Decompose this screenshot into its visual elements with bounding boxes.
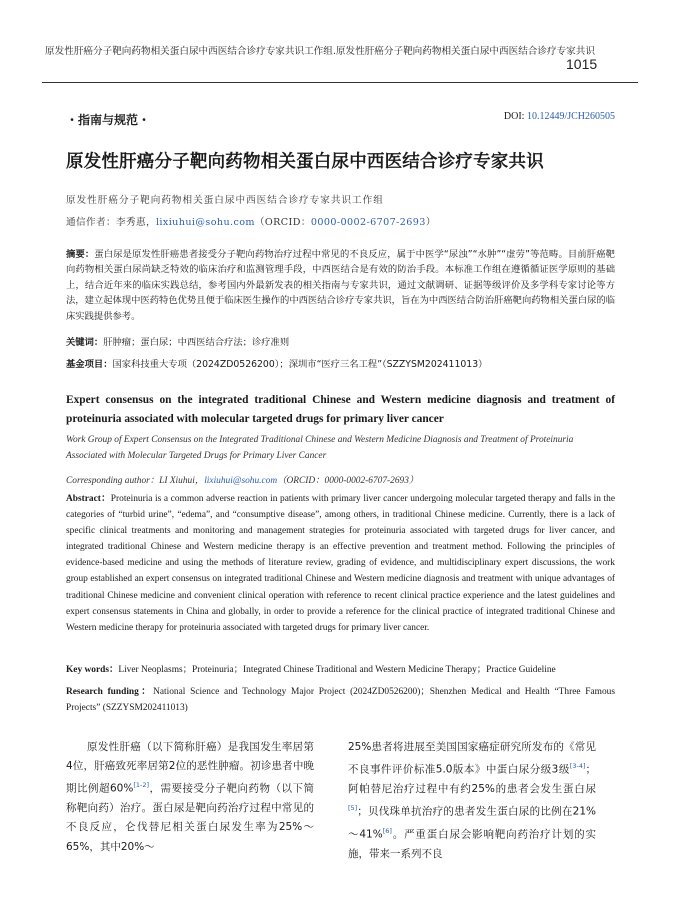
corr-cn-orcid-link[interactable]: 0000-0002-6707-2693 bbox=[310, 217, 426, 228]
header-divider bbox=[42, 82, 638, 83]
article-title-en: Expert consensus on the integrated traditional Chinese and Western medicine diagnosis and treatment of proteinuria associated with molecular targeted drugs for primary liver cancer bbox=[66, 394, 615, 425]
abstract-en-text: Proteinuria is a common adverse reaction in patients with primary liver cancer undergoing molecular targeted therapy and falls in the categories of “turbid urine”, “edema”, and “consumptive disease”, among others, in traditional Chinese medicine. Currently, there is a lack of specific clinical treatments and monitoring and management strategies for proteinuria associated with targeted drugs for liver cancer, and integrated traditional Chinese and Western medicine therapy is an effective prevention and treatment method. Following the principles of evidence-based medicine and using the methods of literature review, grading of evidence, and multidisciplinary expert discussions, the work group established an expert consensus on integrated traditional Chinese and Western medicine diagnosis and treatment with unique advantages of traditional Chinese medicine and convenient clinical operation with reference to recent clinical practice experience and the latest guidelines and expert consensus statements in China and globally, in order to provide a reference for the clinical practice of integrated traditional Chinese and Western medicine therapy for proteinuria associated with targeted drugs for primary liver cancer. bbox=[66, 494, 615, 633]
corr-en-prefix: Corresponding author：LI Xiuhui， bbox=[66, 476, 205, 486]
doi-link[interactable]: 10.12449/JCH260505 bbox=[526, 111, 615, 122]
corr-cn-prefix: 通信作者：李秀惠， bbox=[66, 217, 156, 228]
corr-en-email-link[interactable]: lixiuhui@sohu.com bbox=[204, 476, 278, 486]
keywords-cn-text: 肝肿瘤；蛋白尿；中西医结合疗法；诊疗准则 bbox=[103, 337, 290, 348]
keywords-cn bbox=[66, 335, 615, 350]
doi-prefix: DOI: bbox=[503, 111, 525, 122]
funding-cn bbox=[66, 357, 615, 372]
corresponding-author-cn bbox=[66, 214, 436, 228]
corr-cn-orcid-close: ） bbox=[425, 217, 436, 228]
section-label: ・指南与规范・ bbox=[66, 113, 151, 127]
funding-en-text: National Science and Technology Major Project (2024ZD0526200)；Shenzhen Medical and Health “Three Famous Projects” (SZZYSM202411013) bbox=[66, 687, 615, 714]
body-right-text-2: ；阿帕替尼治疗过程中有约25%的患者会发生蛋白尿 bbox=[348, 763, 596, 795]
abstract-en-label: Abstract： bbox=[66, 494, 111, 504]
doi bbox=[504, 111, 615, 122]
workgroup-en: Work Group of Expert Consensus on the Integrated Traditional Chinese and Western Medicine Diagnosis and Treatment of Proteinuria Associated with Molecular Targeted Drugs for Primary Liver Cancer bbox=[66, 435, 574, 461]
abstract-en bbox=[66, 491, 615, 636]
body-right-text-4: 。严重蛋白尿会影响靶向药治疗计划的实施，带来一系列不良 bbox=[348, 828, 597, 860]
citation-6[interactable]: [6] bbox=[382, 826, 392, 835]
body-left-text-2: ，需要接受分子靶向药物（以下简称靶向药）治疗。蛋白尿是靶向药治疗过程中常见的不良反应，仑伐替尼相关蛋白尿发生率为25%～65%，其中20%～ bbox=[66, 782, 314, 853]
corr-cn-email-link[interactable]: lixiuhui@sohu.com bbox=[155, 217, 255, 228]
body-right-text-3: ；贝伐珠单抗治疗的患者发生蛋白尿的比例在21%～41% bbox=[348, 805, 596, 841]
body-column-left bbox=[66, 738, 314, 857]
keywords-en-label: Key words： bbox=[66, 665, 119, 675]
body-left-text-1: 原发性肝癌（以下简称肝癌）是我国发生率居第4位，肝癌致死率居第2位的恶性肿瘤。初诊患者中晚期比例超60% bbox=[66, 741, 314, 795]
page-number: 1015 bbox=[566, 56, 598, 72]
body-column-right bbox=[348, 738, 596, 864]
funding-en bbox=[66, 684, 615, 716]
funding-cn-label: 基金项目： bbox=[66, 359, 113, 370]
corresponding-author-en bbox=[66, 472, 418, 486]
abstract-cn bbox=[66, 247, 615, 324]
citation-3-4[interactable]: [3-4] bbox=[569, 762, 586, 771]
abstract-cn-label: 摘要： bbox=[66, 249, 95, 260]
corr-en-orcid: （ORCID：0000-0002-6707-2693） bbox=[277, 476, 419, 486]
funding-cn-text: 国家科技重大专项（2024ZD0526200）；深圳市“医疗三名工程”（SZZYSM202411013） bbox=[112, 359, 488, 370]
corr-cn-orcid-open: （ORCID： bbox=[254, 217, 311, 228]
abstract-cn-text: 蛋白尿是原发性肝癌患者接受分子靶向药物治疗过程中常见的不良反应，属于中医学“尿浊”“水肿”“虚劳”等范畴。目前肝癌靶向药物相关蛋白尿尚缺乏特效的临床治疗和监测管理手段，中西医结合是有效的防治手段。本标准工作组在遵循循证医学原则的基础上，结合近年来的临床实践总结，参考国内外最新发表的相关指南与专家共识，通过文献调研、证据等级评价及多学科专家讨论等方法，建立起体现中医药特色优势且便于临床医生操作的中西医结合诊疗专家共识，旨在为中西医结合防治肝癌靶向药物相关蛋白尿的临床实践提供参考。 bbox=[66, 249, 615, 322]
body-right-text-1: 25%患者将进展至美国国家癌症研究所发布的《常见不良事件评价标准5.0版本》中蛋白尿分级3级 bbox=[348, 741, 596, 776]
keywords-en-text: Liver Neoplasms；Proteinuria；Integrated Chinese Traditional and Western Medicine Therapy；Practice Guideline bbox=[118, 665, 556, 675]
keywords-cn-label: 关键词： bbox=[66, 337, 104, 348]
funding-en-label: Research funding： bbox=[66, 687, 154, 697]
citation-1-2[interactable]: [1-2] bbox=[133, 781, 150, 790]
citation-5[interactable]: [5] bbox=[348, 804, 358, 813]
authors-cn: 原发性肝癌分子靶向药物相关蛋白尿中西医结合诊疗专家共识工作组 bbox=[66, 195, 384, 206]
article-title-cn: 原发性肝癌分子靶向药物相关蛋白尿中西医结合诊疗专家共识 bbox=[66, 152, 544, 172]
keywords-en bbox=[66, 662, 615, 678]
running-header: 原发性肝癌分子靶向药物相关蛋白尿中西医结合诊疗专家共识工作组.原发性肝癌分子靶向药物相关蛋白尿中西医结合诊疗专家共识 bbox=[45, 46, 595, 57]
